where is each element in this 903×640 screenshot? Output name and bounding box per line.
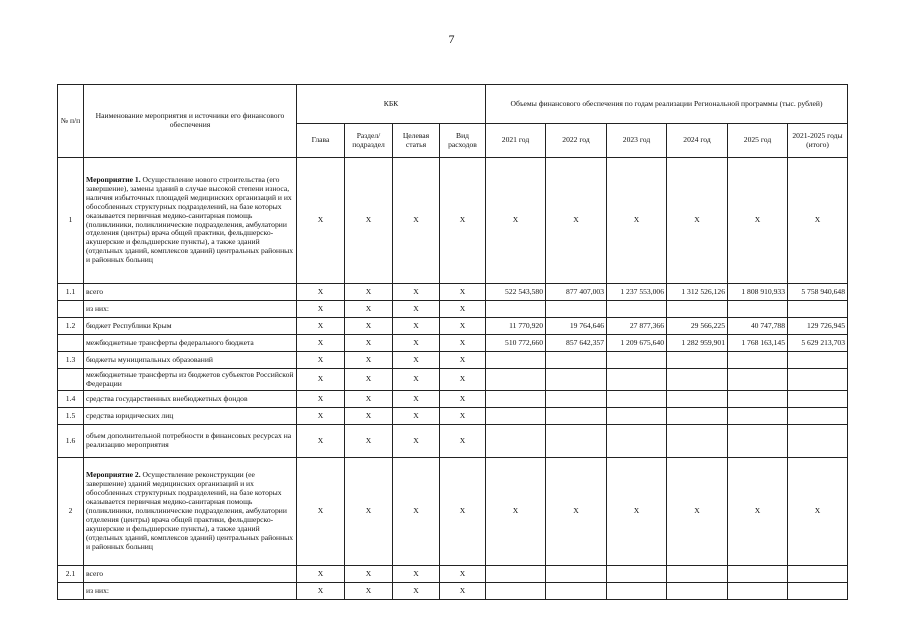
activity-lead: Мероприятие 2. xyxy=(86,470,141,480)
activity-text: средства государственных внебюджетных фондов xyxy=(86,393,248,403)
activity-text: всего xyxy=(86,568,104,578)
table-row xyxy=(58,369,848,391)
kbk-cell: X xyxy=(345,369,393,391)
activity-text: бюджеты муниципальных образований xyxy=(86,354,213,364)
row-number: 1 xyxy=(58,158,84,284)
year-value-cell xyxy=(607,369,667,391)
kbk-cell: X xyxy=(345,284,393,301)
kbk-cell: X xyxy=(345,335,393,352)
year-value-cell: X xyxy=(486,458,546,566)
year-value-cell: 510 772,660 xyxy=(486,335,546,352)
kbk-cell: X xyxy=(440,425,486,458)
year-value-cell: X xyxy=(607,158,667,284)
kbk-cell: X xyxy=(297,458,345,566)
kbk-cell: X xyxy=(393,352,440,369)
year-value-cell xyxy=(728,425,788,458)
year-value-cell xyxy=(667,369,728,391)
kbk-cell: X xyxy=(440,284,486,301)
header-kbk-col: Целевая статья xyxy=(393,124,440,158)
year-value-cell xyxy=(546,425,607,458)
table-row xyxy=(58,458,848,566)
row-number xyxy=(58,335,84,352)
table-row xyxy=(58,566,848,583)
kbk-cell: X xyxy=(393,335,440,352)
row-name xyxy=(84,335,297,352)
kbk-cell: X xyxy=(297,391,345,408)
activity-text: объем дополнительной потребности в финансовых ресурсах на реализацию мероприятия xyxy=(86,431,292,449)
table-row xyxy=(58,408,848,425)
kbk-cell: X xyxy=(297,425,345,458)
row-name xyxy=(84,318,297,335)
header-funding: Объемы финансового обеспечения по годам реализации Региональной программы (тыс. рублей) xyxy=(486,85,848,124)
year-value-cell xyxy=(486,301,546,318)
row-number: 2 xyxy=(58,458,84,566)
kbk-cell: X xyxy=(297,158,345,284)
activity-text: из них: xyxy=(86,585,109,595)
kbk-cell: X xyxy=(440,583,486,600)
year-value-cell xyxy=(486,391,546,408)
kbk-cell: X xyxy=(393,318,440,335)
year-value-cell xyxy=(728,583,788,600)
year-value-cell: 1 237 553,006 xyxy=(607,284,667,301)
header-kbk-col: Вид расходов xyxy=(440,124,486,158)
kbk-cell: X xyxy=(393,458,440,566)
row-number xyxy=(58,583,84,600)
year-value-cell xyxy=(788,408,848,425)
year-value-cell: 1 312 526,126 xyxy=(667,284,728,301)
kbk-cell: X xyxy=(297,284,345,301)
year-value-cell xyxy=(546,369,607,391)
kbk-cell: X xyxy=(345,301,393,318)
table-row xyxy=(58,391,848,408)
activity-text: Осуществление нового строительства (его завершение), замены зданий в случае высокой степени износа, наличия избыточных площадей медицинских организаций и их обособленных структурных подразделений, на базе которых оказывается первичная медико-санитарная помощь (поликлиники, поликлинические подразделения, амбулатории отделения (центры) врача общей практики, фельдшерско-акушерские и фельдшерские пункты), а также зданий (отдельных зданий, комплексов зданий) центральных районных и районных больниц xyxy=(86,174,294,265)
year-value-cell: X xyxy=(667,458,728,566)
year-value-cell: 5 629 213,703 xyxy=(788,335,848,352)
kbk-cell: X xyxy=(393,391,440,408)
kbk-cell: X xyxy=(393,158,440,284)
activity-text: бюджет Республики Крым xyxy=(86,320,172,330)
year-value-cell xyxy=(486,583,546,600)
row-name xyxy=(84,583,297,600)
header-kbk-col: Раздел/ подраздел xyxy=(345,124,393,158)
activity-text: Осуществление реконструкции (ее завершение) зданий медицинских организаций и их обособленных структурных подразделений, на базе которых оказывается первичная медико-санитарная помощь (поликлиники, поликлинические подразделения, амбулатории отделения (центры) врача общей практики, фельдшерско-акушерские и фельдшерские пункты), а также зданий (отдельных зданий, комплексов зданий) центральных районных и районных больниц xyxy=(86,470,294,551)
year-value-cell xyxy=(728,566,788,583)
year-value-cell: X xyxy=(788,158,848,284)
year-value-cell: X xyxy=(486,158,546,284)
header-name: Наименование мероприятия и источники его финансового обеспечения xyxy=(84,85,297,158)
table-row xyxy=(58,425,848,458)
row-number: 2.1 xyxy=(58,566,84,583)
year-value-cell: X xyxy=(728,458,788,566)
page-number: 7 xyxy=(448,32,455,46)
year-value-cell: 5 758 940,648 xyxy=(788,284,848,301)
header-kbk: КБК xyxy=(297,85,486,124)
year-value-cell xyxy=(728,408,788,425)
year-value-cell xyxy=(486,352,546,369)
table-row xyxy=(58,158,848,284)
year-value-cell xyxy=(486,408,546,425)
year-value-cell: 1 209 675,640 xyxy=(607,335,667,352)
row-name xyxy=(84,352,297,369)
year-value-cell xyxy=(788,369,848,391)
year-value-cell xyxy=(607,583,667,600)
activity-text: из них: xyxy=(86,303,109,313)
year-value-cell xyxy=(546,391,607,408)
row-number xyxy=(58,301,84,318)
activity-text: средства юридических лиц xyxy=(86,410,174,420)
year-value-cell xyxy=(788,352,848,369)
year-value-cell xyxy=(486,425,546,458)
kbk-cell: X xyxy=(440,352,486,369)
year-value-cell: 1 808 910,933 xyxy=(728,284,788,301)
row-name xyxy=(84,301,297,318)
year-value-cell xyxy=(546,408,607,425)
table-body xyxy=(58,158,848,600)
table-row xyxy=(58,352,848,369)
year-value-cell: X xyxy=(728,158,788,284)
year-value-cell xyxy=(667,425,728,458)
year-value-cell xyxy=(728,301,788,318)
header-year-col: 2022 год xyxy=(546,124,607,158)
year-value-cell xyxy=(667,583,728,600)
kbk-cell: X xyxy=(297,566,345,583)
kbk-cell: X xyxy=(345,458,393,566)
year-value-cell xyxy=(546,583,607,600)
kbk-cell: X xyxy=(393,408,440,425)
kbk-cell: X xyxy=(297,318,345,335)
year-value-cell: 27 877,366 xyxy=(607,318,667,335)
year-value-cell: X xyxy=(788,458,848,566)
kbk-cell: X xyxy=(345,352,393,369)
row-number: 1.4 xyxy=(58,391,84,408)
funding-table xyxy=(57,84,848,600)
year-value-cell xyxy=(546,301,607,318)
table-row xyxy=(58,318,848,335)
kbk-cell: X xyxy=(393,583,440,600)
header-year-col: 2021 год xyxy=(486,124,546,158)
row-name xyxy=(84,369,297,391)
activity-lead: Мероприятие 1. xyxy=(86,174,141,184)
year-value-cell xyxy=(607,352,667,369)
activity-text: всего xyxy=(86,286,104,296)
year-value-cell xyxy=(788,566,848,583)
year-value-cell xyxy=(788,301,848,318)
year-value-cell: X xyxy=(546,158,607,284)
kbk-cell: X xyxy=(297,335,345,352)
header-num: № п/п xyxy=(58,85,84,158)
kbk-cell: X xyxy=(393,369,440,391)
row-name xyxy=(84,284,297,301)
year-value-cell xyxy=(788,583,848,600)
row-name xyxy=(84,566,297,583)
activity-text: межбюджетные трансферты федерального бюджета xyxy=(86,337,254,347)
year-value-cell xyxy=(728,369,788,391)
kbk-cell: X xyxy=(440,301,486,318)
kbk-cell: X xyxy=(393,301,440,318)
kbk-cell: X xyxy=(297,301,345,318)
kbk-cell: X xyxy=(345,408,393,425)
table-row xyxy=(58,284,848,301)
kbk-cell: X xyxy=(393,425,440,458)
year-value-cell xyxy=(788,391,848,408)
year-value-cell: X xyxy=(607,458,667,566)
row-name xyxy=(84,408,297,425)
kbk-cell: X xyxy=(345,566,393,583)
row-name xyxy=(84,158,297,284)
year-value-cell xyxy=(607,425,667,458)
table-row xyxy=(58,583,848,600)
year-value-cell: X xyxy=(667,158,728,284)
kbk-cell: X xyxy=(345,425,393,458)
year-value-cell xyxy=(486,566,546,583)
header-year-col: 2023 год xyxy=(607,124,667,158)
year-value-cell xyxy=(486,369,546,391)
kbk-cell: X xyxy=(297,369,345,391)
year-value-cell xyxy=(667,391,728,408)
kbk-cell: X xyxy=(297,352,345,369)
kbk-cell: X xyxy=(440,158,486,284)
table-row xyxy=(58,335,848,352)
year-value-cell: X xyxy=(546,458,607,566)
year-value-cell xyxy=(667,352,728,369)
year-value-cell xyxy=(728,352,788,369)
year-value-cell: 1 768 163,145 xyxy=(728,335,788,352)
kbk-cell: X xyxy=(345,391,393,408)
year-value-cell: 522 543,580 xyxy=(486,284,546,301)
year-value-cell xyxy=(546,566,607,583)
row-name xyxy=(84,458,297,566)
year-value-cell xyxy=(607,566,667,583)
year-value-cell: 857 642,357 xyxy=(546,335,607,352)
kbk-cell: X xyxy=(297,583,345,600)
year-value-cell xyxy=(667,566,728,583)
row-number: 1.6 xyxy=(58,425,84,458)
row-number: 1.2 xyxy=(58,318,84,335)
year-value-cell xyxy=(667,408,728,425)
kbk-cell: X xyxy=(345,158,393,284)
kbk-cell: X xyxy=(440,391,486,408)
table-row xyxy=(58,301,848,318)
year-value-cell xyxy=(607,301,667,318)
kbk-cell: X xyxy=(440,369,486,391)
kbk-cell: X xyxy=(345,318,393,335)
kbk-cell: X xyxy=(440,318,486,335)
kbk-cell: X xyxy=(393,566,440,583)
year-value-cell: 29 566,225 xyxy=(667,318,728,335)
year-value-cell xyxy=(607,408,667,425)
year-value-cell: 40 747,788 xyxy=(728,318,788,335)
kbk-cell: X xyxy=(393,284,440,301)
year-value-cell: 11 770,920 xyxy=(486,318,546,335)
row-number: 1.5 xyxy=(58,408,84,425)
year-value-cell: 129 726,945 xyxy=(788,318,848,335)
year-value-cell xyxy=(788,425,848,458)
header-year-col: 2025 год xyxy=(728,124,788,158)
kbk-cell: X xyxy=(440,566,486,583)
kbk-cell: X xyxy=(297,408,345,425)
year-value-cell: 19 764,646 xyxy=(546,318,607,335)
header-year-col: 2021-2025 годы (итого) xyxy=(788,124,848,158)
year-value-cell: 877 407,003 xyxy=(546,284,607,301)
year-value-cell xyxy=(667,301,728,318)
year-value-cell xyxy=(607,391,667,408)
row-number: 1.3 xyxy=(58,352,84,369)
row-name xyxy=(84,391,297,408)
year-value-cell xyxy=(546,352,607,369)
row-name xyxy=(84,425,297,458)
kbk-cell: X xyxy=(440,458,486,566)
row-number: 1.1 xyxy=(58,284,84,301)
kbk-cell: X xyxy=(345,583,393,600)
year-value-cell xyxy=(728,391,788,408)
header-kbk-col: Глава xyxy=(297,124,345,158)
activity-text: межбюджетные трансферты из бюджетов субъектов Российской Федерации xyxy=(86,369,294,388)
header-year-col: 2024 год xyxy=(667,124,728,158)
kbk-cell: X xyxy=(440,335,486,352)
row-number xyxy=(58,369,84,391)
kbk-cell: X xyxy=(440,408,486,425)
year-value-cell: 1 282 959,901 xyxy=(667,335,728,352)
